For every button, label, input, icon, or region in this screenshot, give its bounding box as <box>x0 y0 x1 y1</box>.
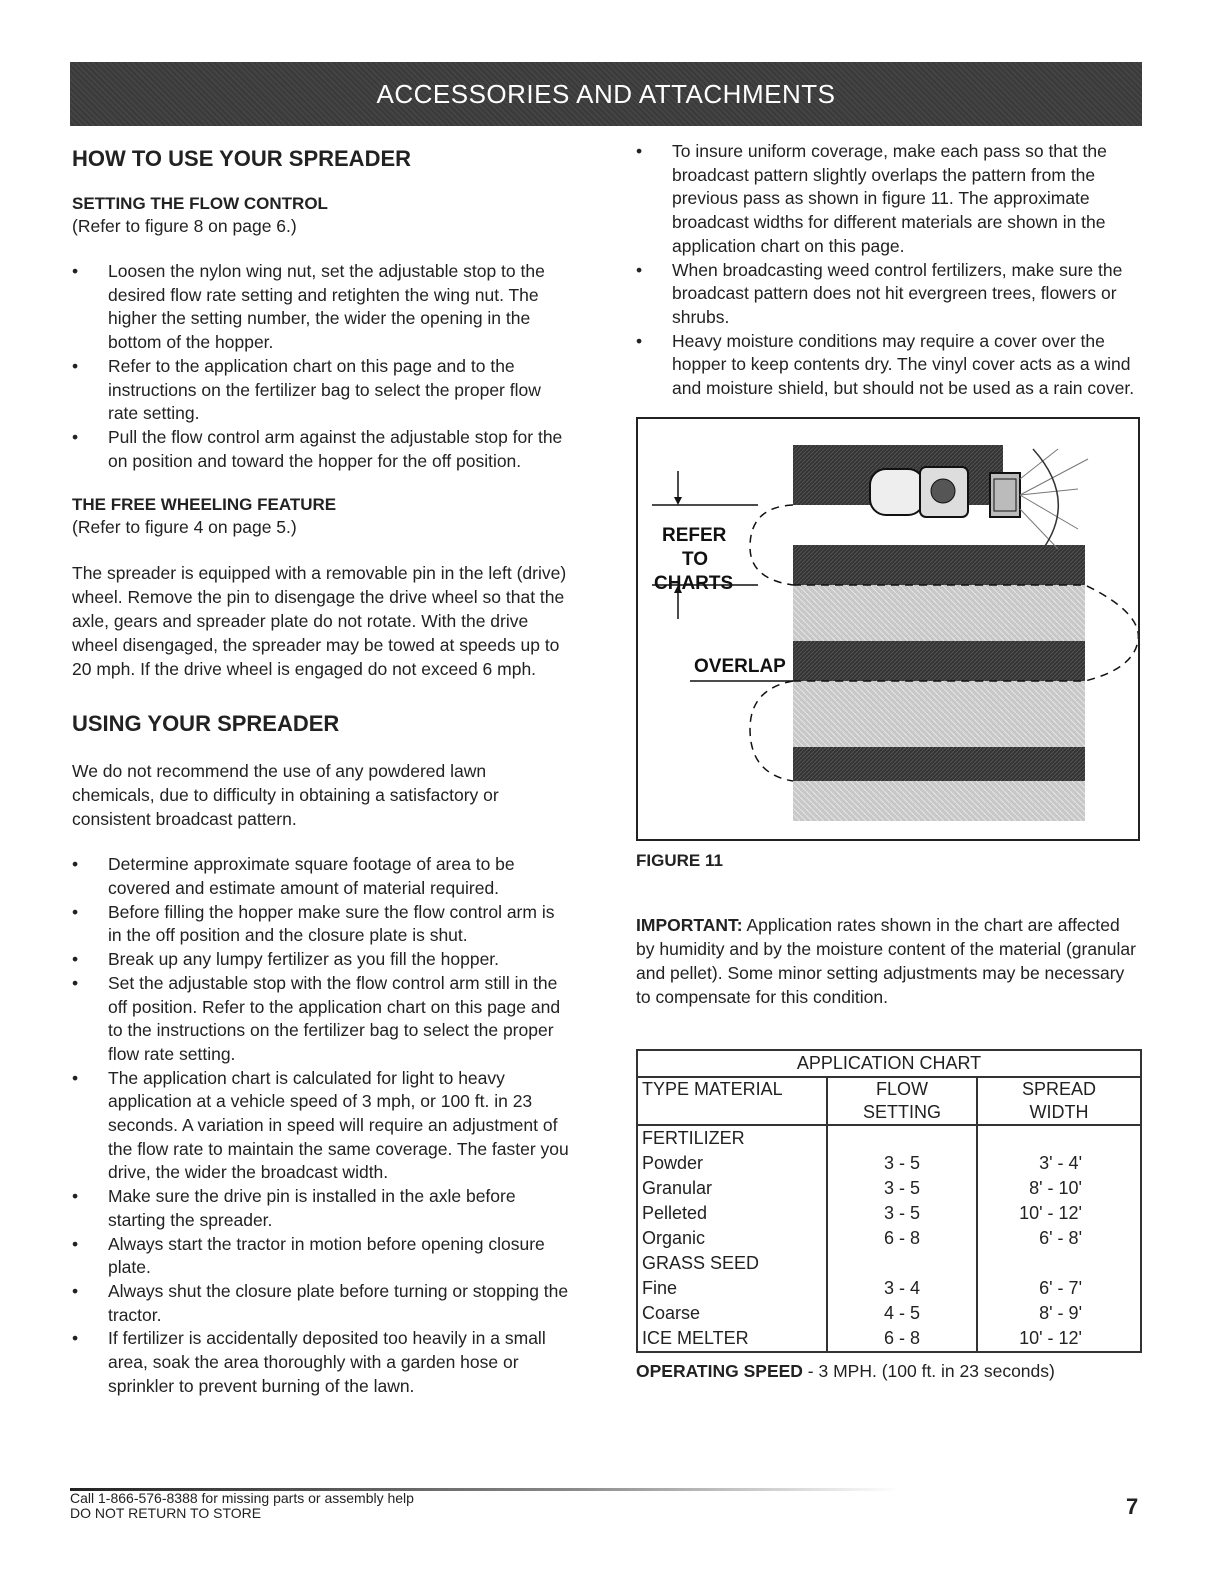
pass-band <box>793 781 1085 821</box>
pass-band <box>793 681 1085 747</box>
footer-help-line: Call 1-866-576-8388 for missing parts or assembly help <box>70 1490 414 1506</box>
col-header-type: TYPE MATERIAL <box>638 1077 827 1125</box>
table-row: Organic 6 - 8 6' - 8' <box>638 1226 1140 1251</box>
page-number: 7 <box>1126 1494 1139 1519</box>
application-chart <box>636 1049 1142 1353</box>
arrow-down-icon <box>674 497 682 505</box>
list-item: • Determine approximate square footage of area to be covered and estimate amount of material required. <box>72 853 572 900</box>
list-item: • Heavy moisture conditions may require a cover over the hopper to keep contents dry. The vinyl cover acts as a wind and moisture shield, but should not be used as a rain cover. <box>636 330 1142 401</box>
col-header-flow: FLOW SETTING <box>827 1077 977 1125</box>
list-item: • Pull the flow control arm against the adjustable stop for the on position and toward the hopper for the off position. <box>72 426 572 473</box>
table-row: Powder 3 - 5 3' - 4' <box>638 1151 1140 1176</box>
operating-speed-text: - 3 MPH. (100 ft. in 23 seconds) <box>802 1360 1055 1381</box>
heading-free-wheeling: THE FREE WHEELING FEATURE <box>72 495 337 515</box>
spray-lines <box>1020 449 1088 549</box>
chart-title: APPLICATION CHART <box>638 1051 1140 1077</box>
table-row: FERTILIZER <box>638 1125 1140 1151</box>
important-label: IMPORTANT: <box>636 914 743 935</box>
figure-11 <box>636 417 1140 841</box>
section-banner: ACCESSORIES AND ATTACHMENTS <box>70 62 1142 126</box>
important-note <box>636 913 1142 1009</box>
list-item: • Before filling the hopper make sure the flow control arm is in the off position and the closure plate is shut. <box>72 901 572 948</box>
free-reference: (Refer to figure 4 on page 5.) <box>72 517 297 538</box>
left-column <box>72 140 572 1399</box>
operating-speed-label: OPERATING SPEED <box>636 1360 803 1381</box>
col-header-spread: SPREAD WIDTH <box>977 1077 1140 1125</box>
pass-band <box>793 747 1085 781</box>
list-item: • Always shut the closure plate before turning or stopping the tractor. <box>72 1280 572 1327</box>
fig-label-refer: REFER <box>662 524 727 546</box>
list-item: • Make sure the drive pin is installed in the axle before starting the spreader. <box>72 1185 572 1232</box>
list-item: • Break up any lumpy fertilizer as you fill the hopper. <box>72 948 572 972</box>
footer <box>70 1491 414 1521</box>
operating-speed <box>636 1359 1142 1383</box>
table-row: GRASS SEED <box>638 1251 1140 1276</box>
fig-label-charts: CHARTS <box>654 572 734 594</box>
right-column <box>636 140 1142 1383</box>
heading-how-to-use: HOW TO USE YOUR SPREADER <box>72 146 412 171</box>
flow-list <box>72 260 572 473</box>
list-item: • Set the adjustable stop with the flow control arm still in the off position. Refer to the application chart on this page and to the instructions on the fertilizer bag to select the proper flow rate setting. <box>72 972 572 1067</box>
free-wheeling-text: The spreader is equipped with a removable pin in the left (drive) wheel. Remove the pin to disengage the drive wheel so that the axle, gears and spreader plate do not rotate. With the drive wheel disengaged, the spreader may be towed at speeds up to 20 mph. If the drive wheel is engaged do not exceed 6 mph. <box>72 563 567 680</box>
overlap-diagram <box>638 419 1138 839</box>
using-intro: We do not recommend the use of any powdered lawn chemicals, due to difficulty in obtaining a satisfactory or consistent broadcast pattern. <box>72 761 499 830</box>
list-item: • Refer to the application chart on this page and to the instructions on the fertilizer bag to select the proper flow rate setting. <box>72 355 572 426</box>
spray-arc <box>1033 449 1058 549</box>
important-text: Application rates shown in the chart are affected by humidity and by the moisture content of the material (granular and pellet). Some minor setting adjustments may be necessary to compensate for this condition. <box>636 914 1136 1007</box>
footer-notice: DO NOT RETURN TO STORE <box>70 1505 262 1521</box>
flow-reference: (Refer to figure 8 on page 6.) <box>72 216 297 236</box>
tractor-icon <box>870 467 1020 517</box>
pass-band <box>793 545 1085 585</box>
heading-flow-control: SETTING THE FLOW CONTROL <box>72 194 328 213</box>
coverage-list <box>636 140 1142 401</box>
table-row: Pelleted 3 - 5 10' - 12' <box>638 1201 1140 1226</box>
pass-band <box>793 585 1085 641</box>
overlap-band <box>793 641 1085 681</box>
list-item: • The application chart is calculated for light to heavy application at a vehicle speed of 3 mph, or 100 ft. in 23 seconds. A variation in speed will require an adjustment of the flow rate to maintain the same coverage. The faster you drive, the wider the broadcast width. <box>72 1067 572 1186</box>
list-item: • When broadcasting weed control fertilizers, make sure the broadcast pattern does not hit evergreen trees, flowers or shrubs. <box>636 259 1142 330</box>
figure-caption: FIGURE 11 <box>636 850 723 870</box>
list-item: • If fertilizer is accidentally deposited too heavily in a small area, soak the area thoroughly with a garden hose or sprinkler to prevent burning of the lawn. <box>72 1327 572 1398</box>
list-item: • Always start the tractor in motion before opening closure plate. <box>72 1233 572 1280</box>
table-row: Coarse 4 - 5 8' - 9' <box>638 1301 1140 1326</box>
using-list <box>72 853 572 1398</box>
heading-using-spreader: USING YOUR SPREADER <box>72 711 340 737</box>
list-item: • To insure uniform coverage, make each pass so that the broadcast pattern slightly overlaps the pattern from the previous pass as shown in figure 11. The approximate broadcast widths for different materials are shown in the application chart on this page. <box>636 140 1142 259</box>
list-item: • Loosen the nylon wing nut, set the adjustable stop to the desired flow rate setting and retighten the wing nut. The higher the setting number, the wider the opening in the bottom of the hopper. <box>72 260 572 355</box>
fig-label-overlap: OVERLAP <box>694 655 786 677</box>
fig-label-to: TO <box>682 548 709 570</box>
table-row: Granular 3 - 5 8' - 10' <box>638 1176 1140 1201</box>
table-row: Fine 3 - 4 6' - 7' <box>638 1276 1140 1301</box>
table-row: ICE MELTER 6 - 8 10' - 12' <box>638 1326 1140 1351</box>
